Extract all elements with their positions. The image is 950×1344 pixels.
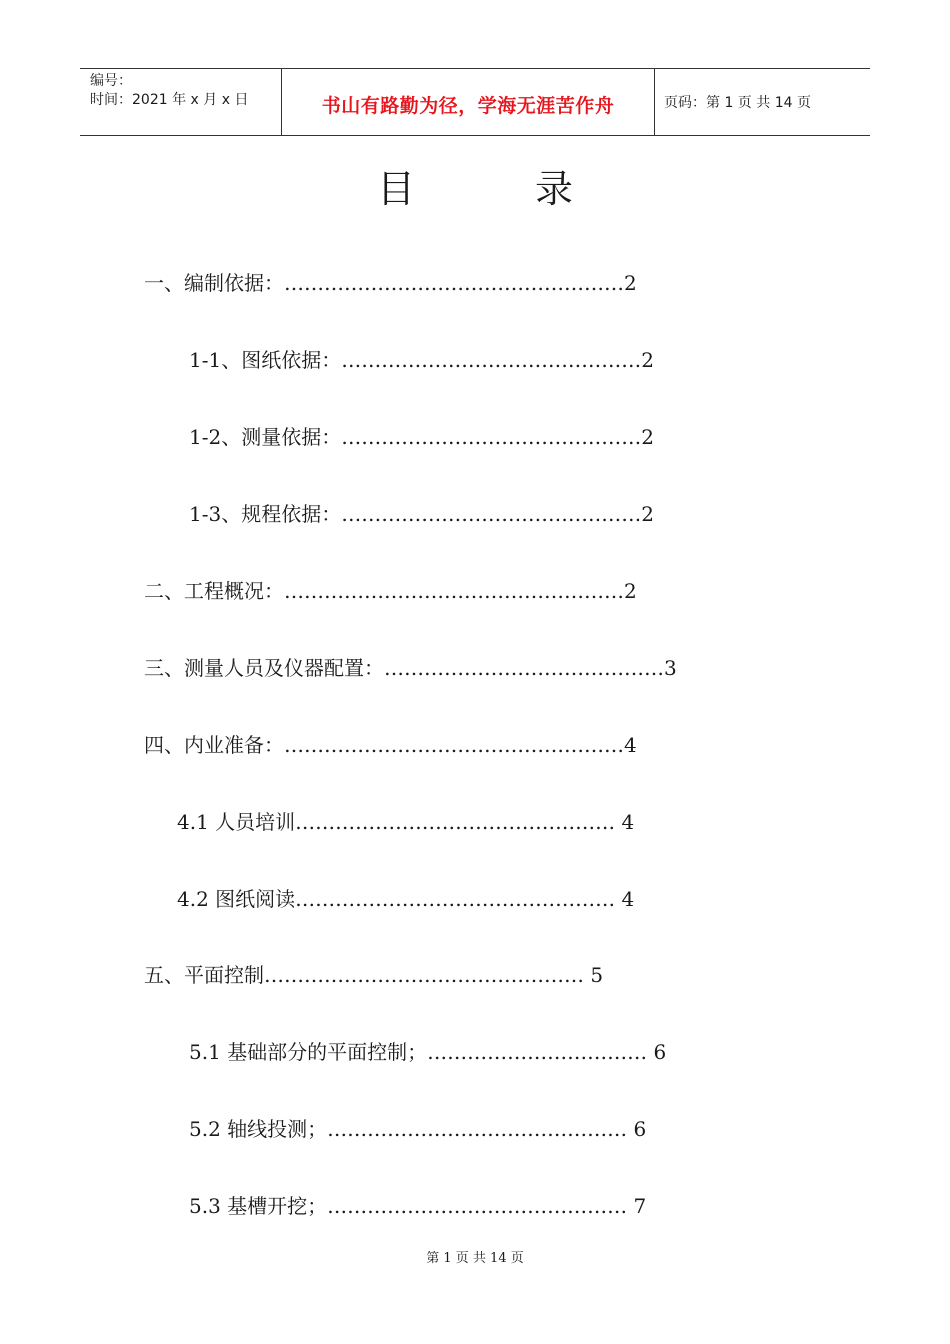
- toc-entry[interactable]: [189, 1036, 666, 1065]
- page-title: [0, 158, 950, 213]
- toc-entry-page: 4: [615, 887, 635, 911]
- page-footer: [0, 1247, 950, 1266]
- toc-entry[interactable]: [144, 575, 637, 604]
- header-page-info: 页码：第 1 页 共 14 页: [664, 95, 811, 111]
- document-time-label: 时间：2021 年 x 月 x 日: [90, 92, 249, 108]
- toc-entry-leader: ………………………………………: [327, 1117, 628, 1141]
- toc-entry[interactable]: [177, 806, 634, 835]
- toc-entry-page: 4: [624, 733, 637, 757]
- toc-entry-label: 四、内业准备：: [144, 733, 284, 757]
- toc-entry-leader: ……………………………………………: [284, 733, 624, 757]
- toc-entry-leader: …………………………………………: [295, 810, 616, 834]
- title-char-2: 录: [535, 167, 574, 211]
- toc-entry-leader: ………………………………………: [341, 425, 642, 449]
- toc-entry-leader: ……………………………………………: [284, 271, 624, 295]
- document-number-label: 编号：: [90, 73, 132, 89]
- footer-page-number: 第 1 页 共 14 页: [426, 1251, 524, 1266]
- header-motto-cell: [282, 69, 655, 135]
- toc-entry-label: 一、编制依据：: [144, 271, 284, 295]
- toc-entry[interactable]: [189, 498, 654, 527]
- toc-entry[interactable]: [189, 1190, 646, 1219]
- toc-entry-label: 1-2、测量依据：: [189, 425, 342, 449]
- toc-entry-leader: ………………………………………: [341, 502, 642, 526]
- toc-entry-label: 4.2 图纸阅读: [177, 887, 296, 911]
- toc-entry-leader: ………………………………………: [327, 1194, 628, 1218]
- toc-entry-label: 5.1 基础部分的平面控制；: [189, 1040, 428, 1064]
- header-table: [80, 68, 870, 136]
- toc-entry-page: 3: [664, 656, 677, 680]
- toc-entry-page: 2: [624, 271, 637, 295]
- toc-entry[interactable]: [144, 267, 637, 296]
- toc-entry-page: 2: [641, 502, 654, 526]
- header-meta-cell: [80, 69, 282, 135]
- toc-entry-label: 1-1、图纸依据：: [189, 348, 342, 372]
- toc-entry[interactable]: [177, 883, 634, 912]
- toc-entry[interactable]: [189, 421, 654, 450]
- toc-entry-page: 2: [641, 348, 654, 372]
- header-page-cell: [655, 69, 870, 135]
- toc-entry-label: 5.2 轴线投测；: [189, 1117, 328, 1141]
- toc-entry-leader: …………………………………………: [295, 887, 616, 911]
- toc-entry-page: 6: [627, 1117, 647, 1141]
- toc-entry-label: 5.3 基槽开挖；: [189, 1194, 328, 1218]
- toc-entry-page: 5: [584, 963, 604, 987]
- toc-entry-page: 2: [641, 425, 654, 449]
- header-motto: 书山有路勤为径，学海无涯苦作舟: [321, 94, 615, 117]
- toc-entry-page: 4: [615, 810, 635, 834]
- toc-entry[interactable]: [144, 652, 677, 681]
- toc-entry-label: 二、工程概况：: [144, 579, 284, 603]
- toc-entry-leader: …………………………………………: [264, 963, 584, 987]
- toc-entry[interactable]: [189, 344, 654, 373]
- toc-entry-page: 2: [624, 579, 637, 603]
- toc-entry-leader: ………………………………………: [341, 348, 642, 372]
- toc-entry[interactable]: [144, 729, 637, 758]
- title-char-1: 目: [376, 167, 415, 211]
- toc-entry[interactable]: [144, 959, 603, 988]
- toc-entry-label: 4.1 人员培训: [177, 810, 296, 834]
- toc-entry-label: 三、测量人员及仪器配置：: [144, 656, 384, 680]
- toc-entry-label: 1-3、规程依据：: [189, 502, 342, 526]
- toc-entry-leader: ……………………………………: [384, 656, 664, 680]
- toc-entry-leader: ……………………………: [427, 1040, 648, 1064]
- toc-entry-page: 6: [647, 1040, 667, 1064]
- toc-entry-page: 7: [627, 1194, 647, 1218]
- toc-entry[interactable]: [189, 1113, 646, 1142]
- toc-entry-leader: ……………………………………………: [284, 579, 624, 603]
- toc-entry-label: 五、平面控制: [144, 963, 264, 987]
